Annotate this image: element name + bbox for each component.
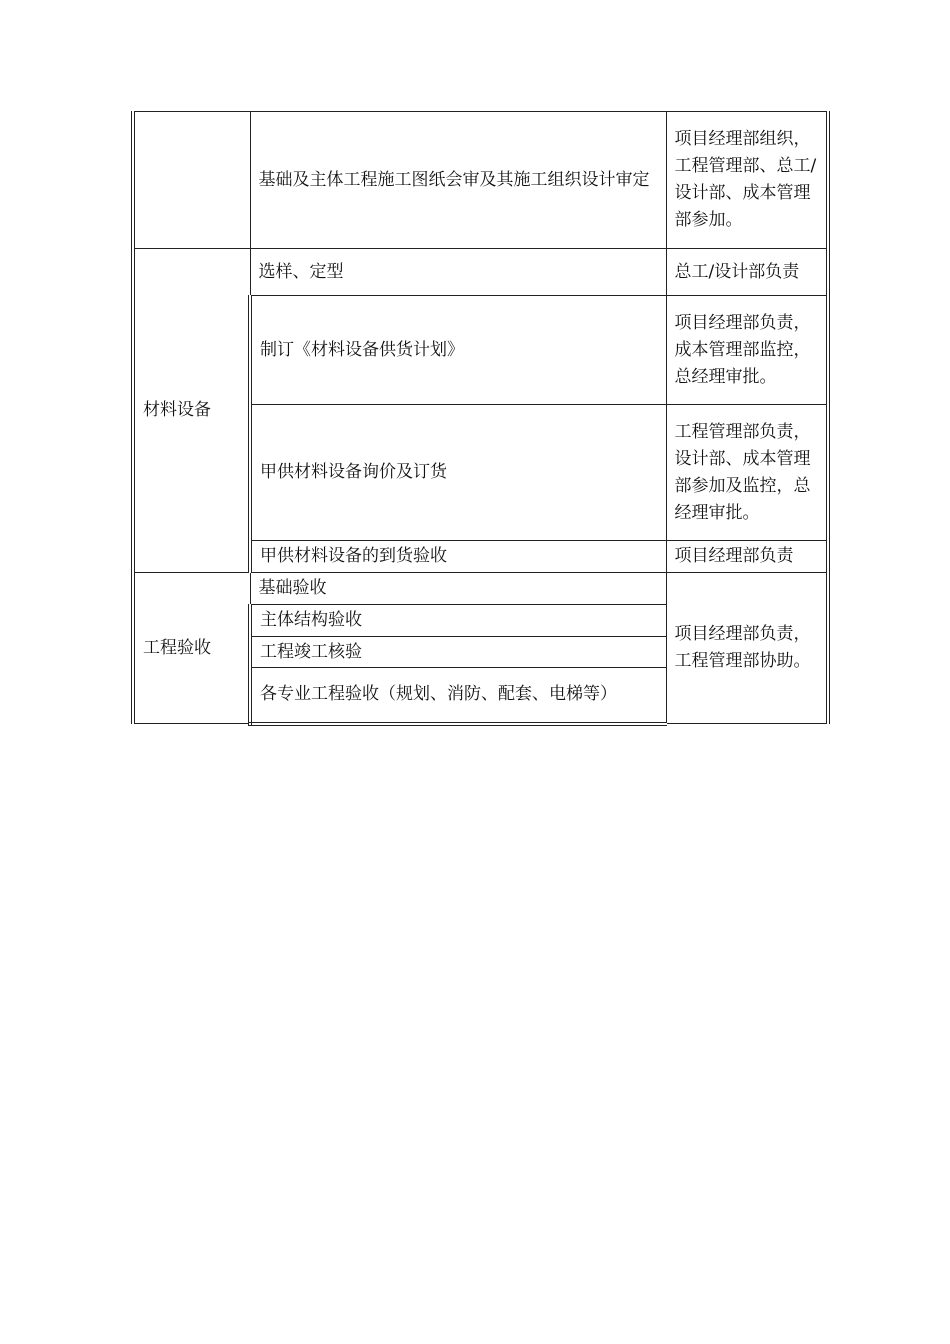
- category-cell-empty: [133, 112, 250, 249]
- item-cell: 基础验收: [250, 573, 666, 605]
- responsibility-table: [131, 111, 830, 726]
- item-cell: 各专业工程验收（规划、消防、配套、电梯等）: [250, 668, 666, 724]
- item-cell: 主体结构验收: [250, 605, 666, 637]
- table-row: [133, 249, 828, 296]
- item-cell: 基础及主体工程施工图纸会审及其施工组织设计审定: [250, 112, 666, 249]
- responsibility-cell: 项目经理部组织，工程管理部、总工/设计部、成本管理部参加。: [666, 112, 828, 249]
- responsibility-cell: 总工/设计部负责: [666, 249, 828, 296]
- item-cell: 制订《材料设备供货计划》: [250, 296, 666, 405]
- responsibility-cell: 项目经理部负责，成本管理部监控，总经理审批。: [666, 296, 828, 405]
- table-row: [133, 573, 828, 605]
- item-cell: 选样、定型: [250, 249, 666, 296]
- table-row: [133, 112, 828, 249]
- responsibility-cell: 工程管理部负责，设计部、成本管理部参加及监控，总经理审批。: [666, 405, 828, 541]
- responsibility-cell: 项目经理部负责: [666, 541, 828, 573]
- responsibility-cell: 项目经理部负责，工程管理部协助。: [666, 573, 828, 724]
- category-cell: 工程验收: [133, 573, 250, 724]
- item-cell: 甲供材料设备询价及订货: [250, 405, 666, 541]
- item-cell: 工程竣工核验: [250, 637, 666, 668]
- category-cell: 材料设备: [133, 249, 250, 573]
- item-cell: 甲供材料设备的到货验收: [250, 541, 666, 573]
